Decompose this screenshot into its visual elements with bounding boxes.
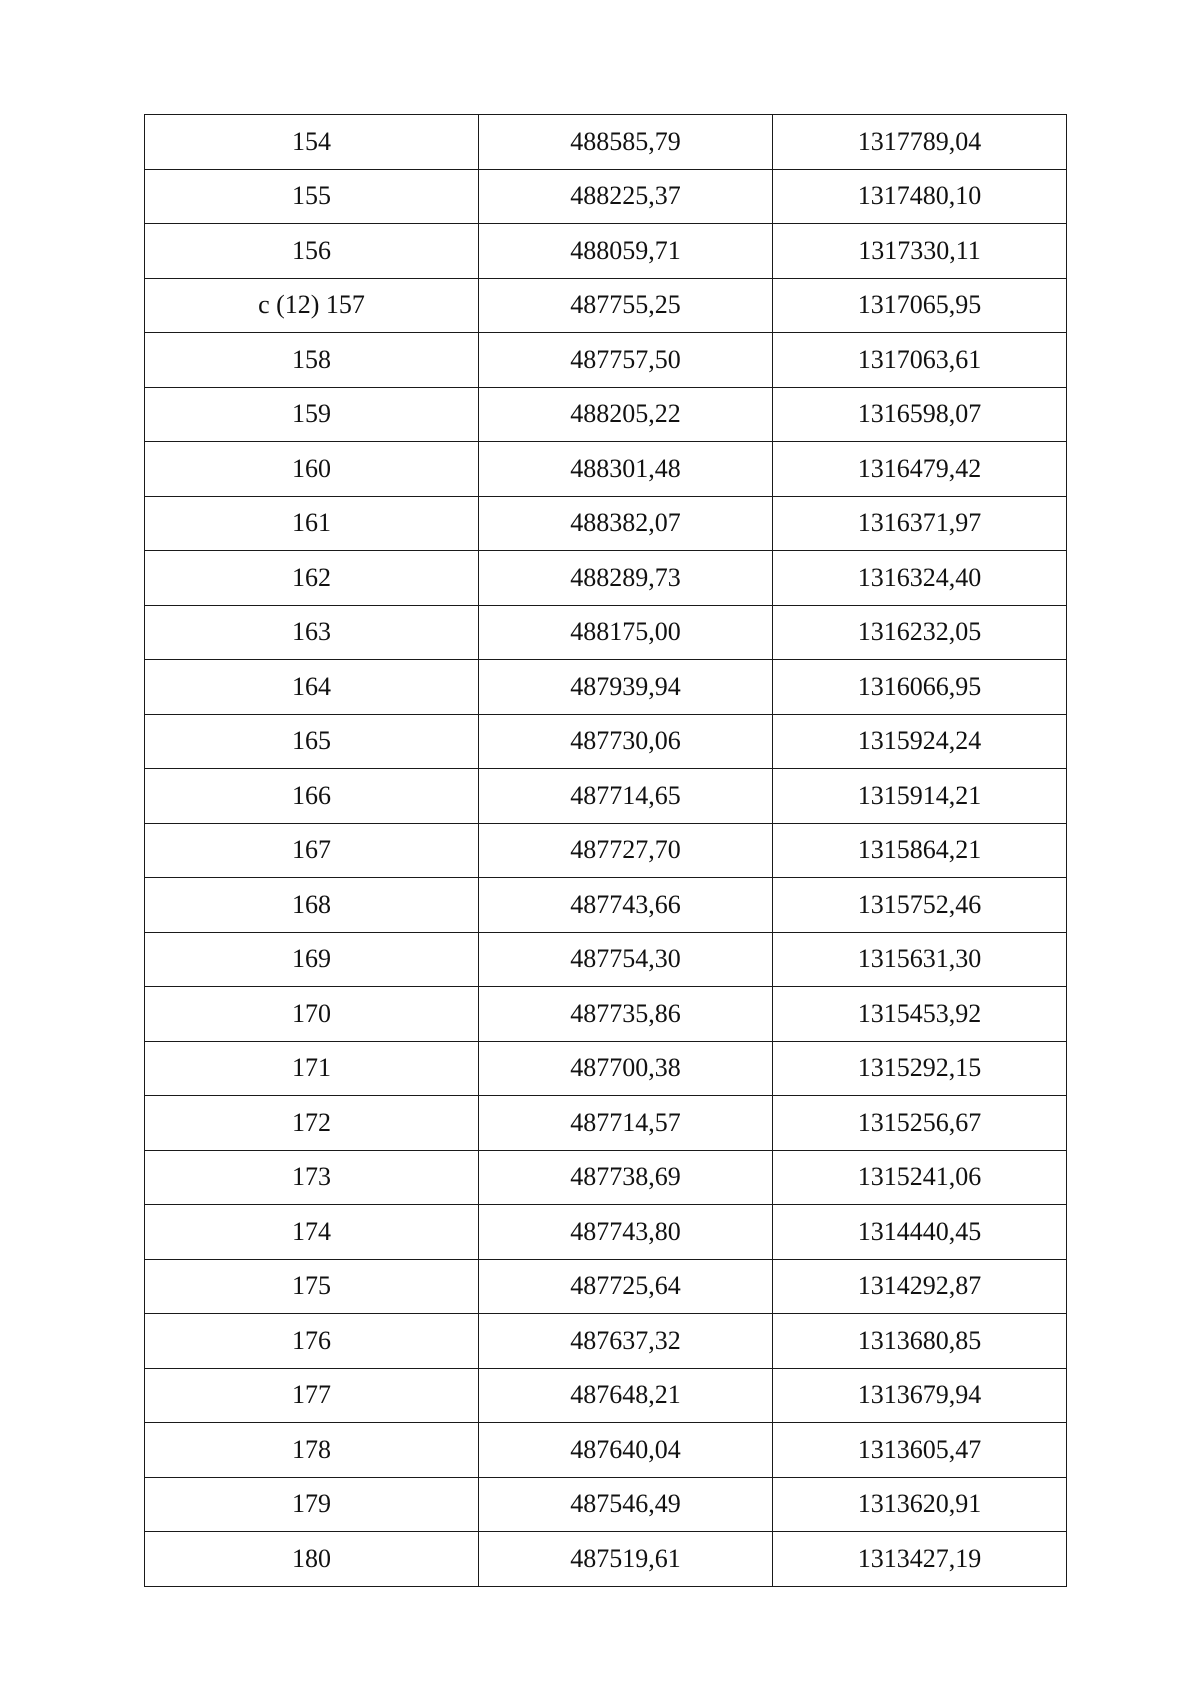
y-coordinate-cell: 1313427,19 (773, 1532, 1067, 1587)
x-coordinate-cell: 487637,32 (479, 1314, 773, 1369)
table-row (145, 823, 1067, 878)
y-coordinate-cell: 1317480,10 (773, 169, 1067, 224)
y-coordinate-cell: 1314292,87 (773, 1259, 1067, 1314)
table-row (145, 115, 1067, 170)
point-number-cell: с (12) 157 (145, 278, 479, 333)
table-row (145, 1477, 1067, 1532)
point-number-cell: 176 (145, 1314, 479, 1369)
y-coordinate-cell: 1313620,91 (773, 1477, 1067, 1532)
y-coordinate-cell: 1315256,67 (773, 1096, 1067, 1151)
table-row (145, 1259, 1067, 1314)
table-row (145, 442, 1067, 497)
point-number-cell: 177 (145, 1368, 479, 1423)
point-number-cell: 175 (145, 1259, 479, 1314)
x-coordinate-cell: 488289,73 (479, 551, 773, 606)
table-row (145, 169, 1067, 224)
point-number-cell: 155 (145, 169, 479, 224)
table-row (145, 932, 1067, 987)
table-row (145, 1368, 1067, 1423)
x-coordinate-cell: 487757,50 (479, 333, 773, 388)
table-row (145, 769, 1067, 824)
y-coordinate-cell: 1316232,05 (773, 605, 1067, 660)
point-number-cell: 167 (145, 823, 479, 878)
point-number-cell: 172 (145, 1096, 479, 1151)
x-coordinate-cell: 487730,06 (479, 714, 773, 769)
table-row (145, 1205, 1067, 1260)
y-coordinate-cell: 1316324,40 (773, 551, 1067, 606)
x-coordinate-cell: 487725,64 (479, 1259, 773, 1314)
point-number-cell: 166 (145, 769, 479, 824)
point-number-cell: 168 (145, 878, 479, 933)
x-coordinate-cell: 487743,80 (479, 1205, 773, 1260)
x-coordinate-cell: 487714,65 (479, 769, 773, 824)
y-coordinate-cell: 1316371,97 (773, 496, 1067, 551)
table-row (145, 660, 1067, 715)
x-coordinate-cell: 488225,37 (479, 169, 773, 224)
table-row (145, 1532, 1067, 1587)
point-number-cell: 158 (145, 333, 479, 388)
y-coordinate-cell: 1315453,92 (773, 987, 1067, 1042)
x-coordinate-cell: 488205,22 (479, 387, 773, 442)
point-number-cell: 160 (145, 442, 479, 497)
point-number-cell: 161 (145, 496, 479, 551)
point-number-cell: 154 (145, 115, 479, 170)
y-coordinate-cell: 1315914,21 (773, 769, 1067, 824)
table-row (145, 714, 1067, 769)
table-row (145, 1314, 1067, 1369)
y-coordinate-cell: 1317065,95 (773, 278, 1067, 333)
x-coordinate-cell: 487735,86 (479, 987, 773, 1042)
point-number-cell: 180 (145, 1532, 479, 1587)
x-coordinate-cell: 487546,49 (479, 1477, 773, 1532)
x-coordinate-cell: 488382,07 (479, 496, 773, 551)
table-row (145, 1423, 1067, 1478)
point-number-cell: 174 (145, 1205, 479, 1260)
y-coordinate-cell: 1315241,06 (773, 1150, 1067, 1205)
x-coordinate-cell: 487640,04 (479, 1423, 773, 1478)
point-number-cell: 179 (145, 1477, 479, 1532)
y-coordinate-cell: 1316479,42 (773, 442, 1067, 497)
y-coordinate-cell: 1315752,46 (773, 878, 1067, 933)
y-coordinate-cell: 1313679,94 (773, 1368, 1067, 1423)
x-coordinate-cell: 488175,00 (479, 605, 773, 660)
table-row (145, 278, 1067, 333)
table-row (145, 878, 1067, 933)
x-coordinate-cell: 487727,70 (479, 823, 773, 878)
point-number-cell: 169 (145, 932, 479, 987)
point-number-cell: 171 (145, 1041, 479, 1096)
table-row (145, 333, 1067, 388)
y-coordinate-cell: 1317063,61 (773, 333, 1067, 388)
point-number-cell: 178 (145, 1423, 479, 1478)
x-coordinate-cell: 487714,57 (479, 1096, 773, 1151)
y-coordinate-cell: 1314440,45 (773, 1205, 1067, 1260)
table-row (145, 987, 1067, 1042)
point-number-cell: 170 (145, 987, 479, 1042)
x-coordinate-cell: 487939,94 (479, 660, 773, 715)
x-coordinate-cell: 488059,71 (479, 224, 773, 279)
table-row (145, 224, 1067, 279)
point-number-cell: 165 (145, 714, 479, 769)
y-coordinate-cell: 1315864,21 (773, 823, 1067, 878)
point-number-cell: 159 (145, 387, 479, 442)
y-coordinate-cell: 1316066,95 (773, 660, 1067, 715)
y-coordinate-cell: 1317789,04 (773, 115, 1067, 170)
x-coordinate-cell: 487755,25 (479, 278, 773, 333)
table-row (145, 551, 1067, 606)
x-coordinate-cell: 487738,69 (479, 1150, 773, 1205)
y-coordinate-cell: 1317330,11 (773, 224, 1067, 279)
point-number-cell: 164 (145, 660, 479, 715)
y-coordinate-cell: 1315292,15 (773, 1041, 1067, 1096)
y-coordinate-cell: 1316598,07 (773, 387, 1067, 442)
x-coordinate-cell: 487648,21 (479, 1368, 773, 1423)
table-row (145, 1041, 1067, 1096)
y-coordinate-cell: 1315924,24 (773, 714, 1067, 769)
y-coordinate-cell: 1313680,85 (773, 1314, 1067, 1369)
table-row (145, 387, 1067, 442)
coordinates-table-body (145, 115, 1067, 1587)
coordinates-table (144, 114, 1067, 1587)
x-coordinate-cell: 488585,79 (479, 115, 773, 170)
x-coordinate-cell: 487743,66 (479, 878, 773, 933)
table-row (145, 1150, 1067, 1205)
y-coordinate-cell: 1313605,47 (773, 1423, 1067, 1478)
y-coordinate-cell: 1315631,30 (773, 932, 1067, 987)
x-coordinate-cell: 487519,61 (479, 1532, 773, 1587)
x-coordinate-cell: 487700,38 (479, 1041, 773, 1096)
x-coordinate-cell: 487754,30 (479, 932, 773, 987)
point-number-cell: 163 (145, 605, 479, 660)
point-number-cell: 173 (145, 1150, 479, 1205)
table-row (145, 496, 1067, 551)
point-number-cell: 162 (145, 551, 479, 606)
table-row (145, 1096, 1067, 1151)
x-coordinate-cell: 488301,48 (479, 442, 773, 497)
table-row (145, 605, 1067, 660)
point-number-cell: 156 (145, 224, 479, 279)
